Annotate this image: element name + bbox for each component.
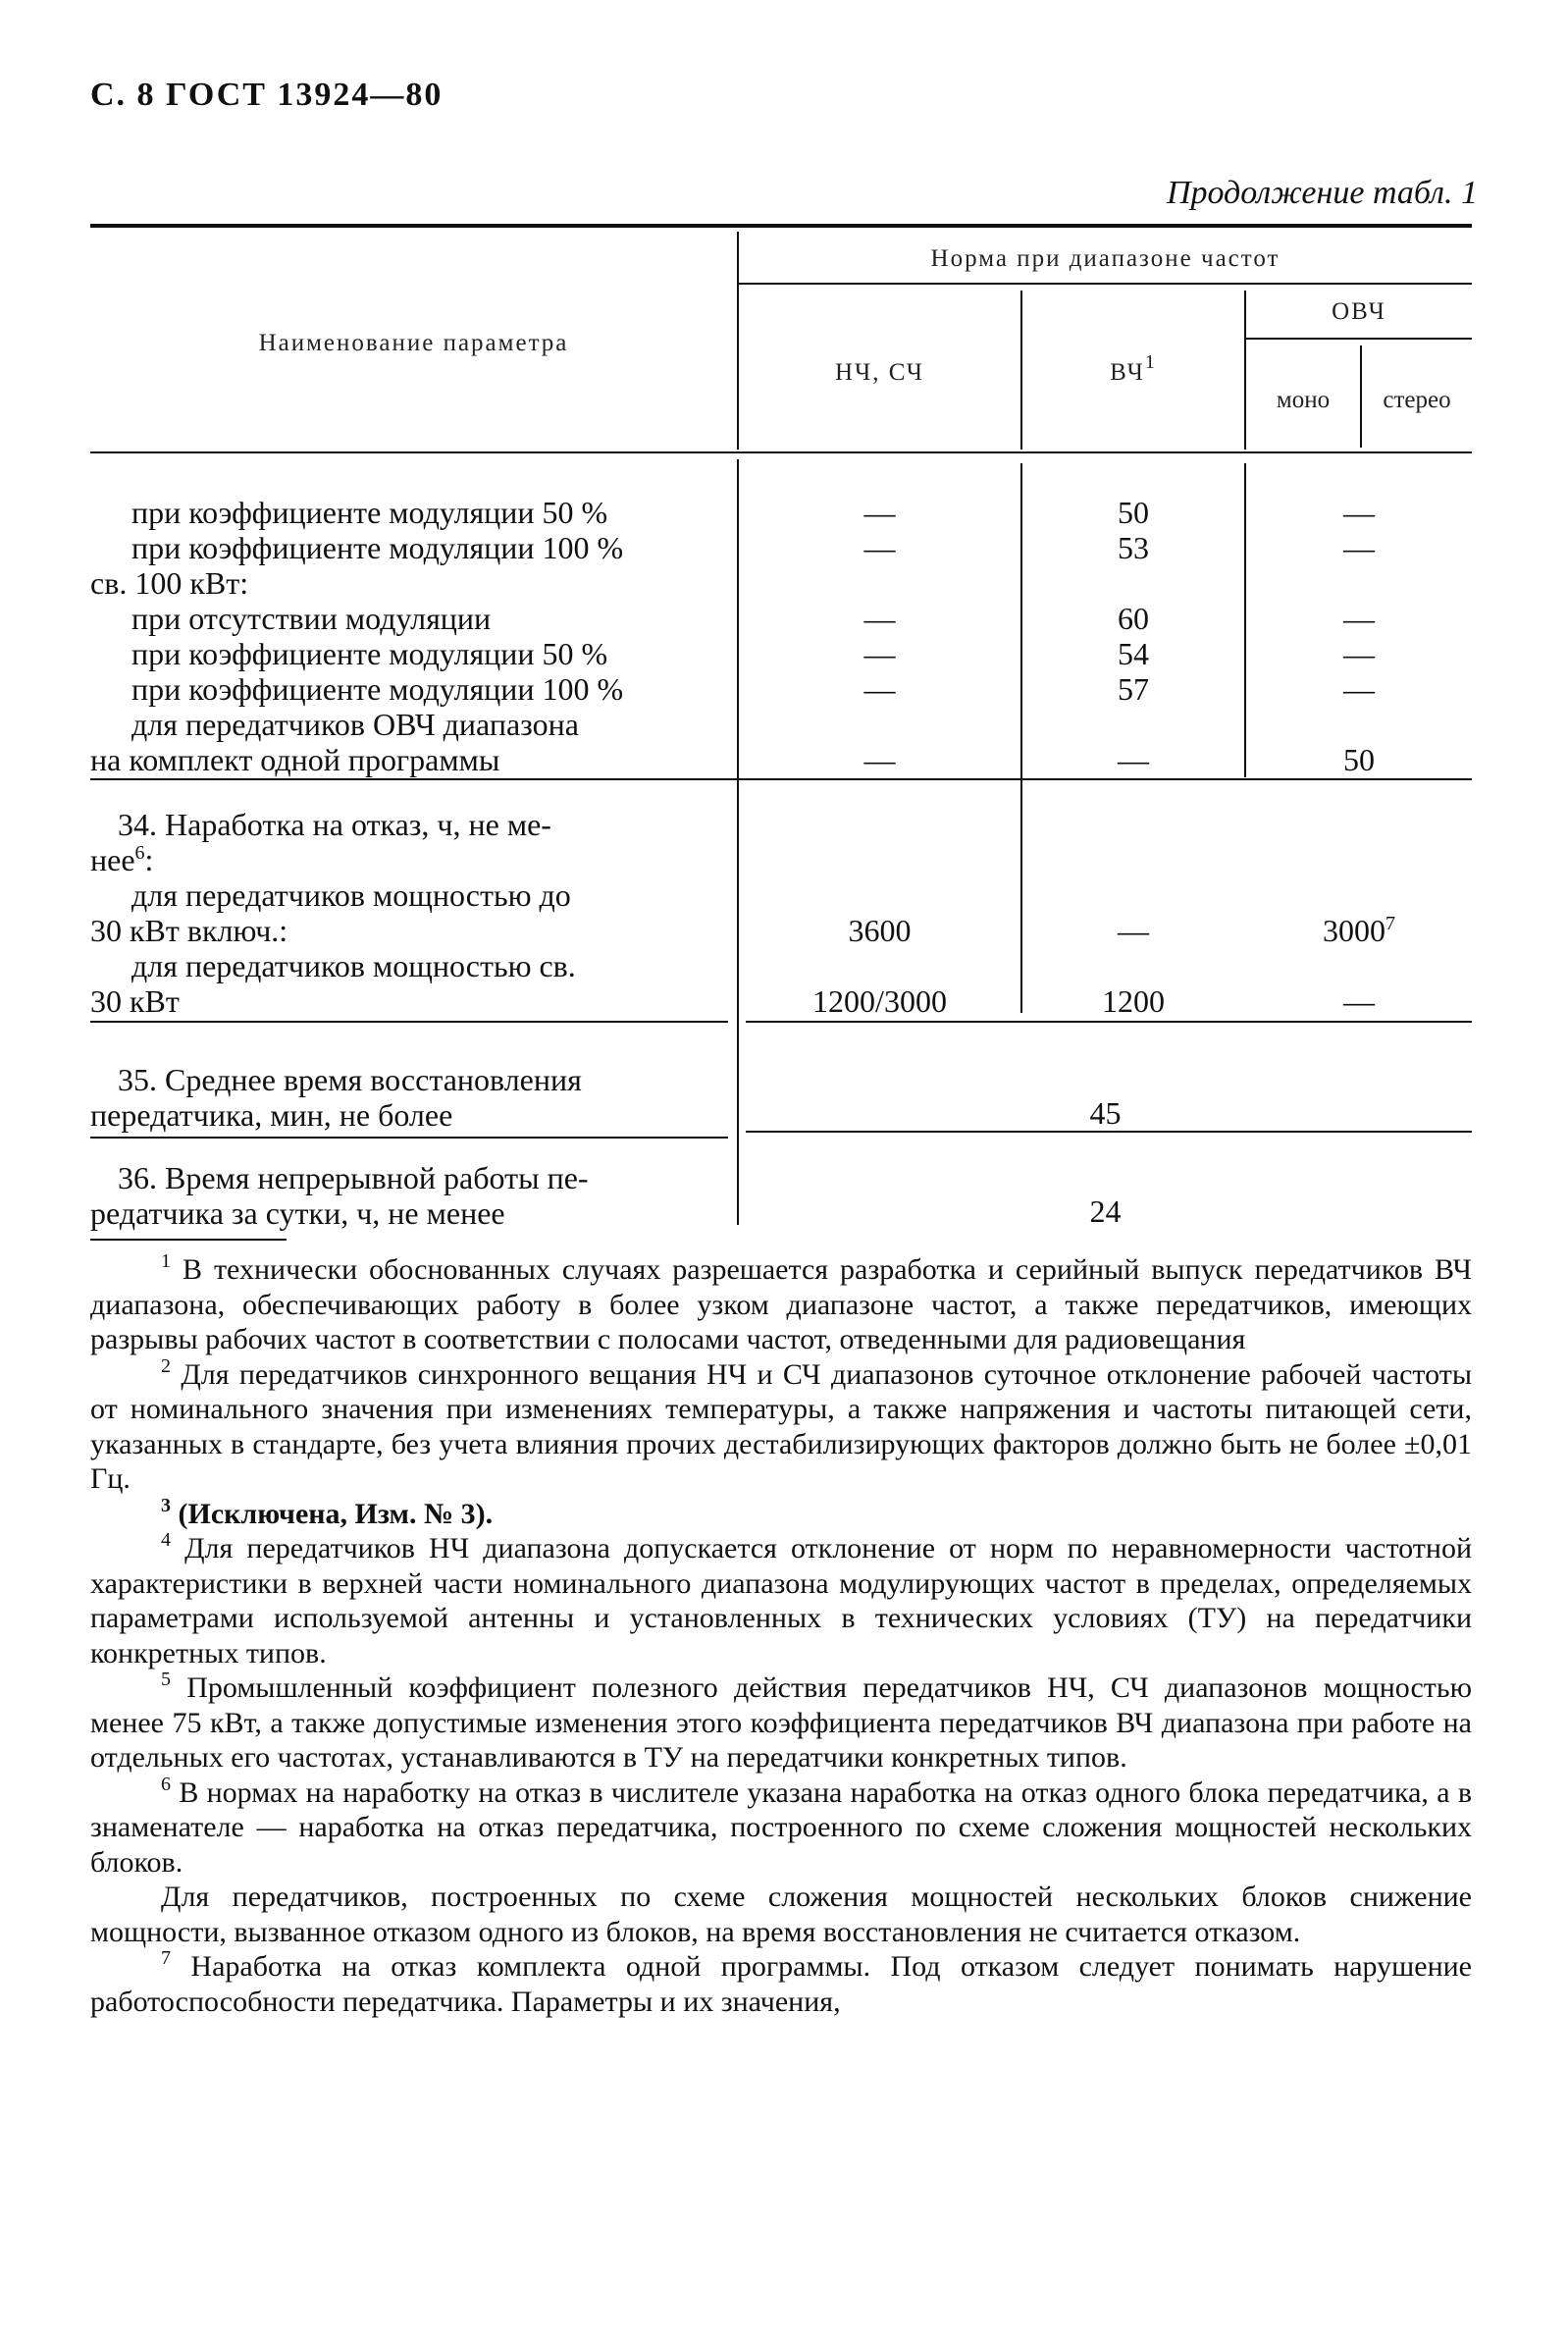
row-divider: [90, 778, 1472, 780]
row-label: при отсутствии модуляции: [131, 601, 492, 636]
item-36-title-cont: редатчика за сутки, ч, не менее: [90, 1195, 505, 1231]
cell-lf: —: [863, 530, 896, 565]
item-34-sub1: для передатчиков мощностью до: [131, 877, 571, 913]
table-bottom-rule: [90, 1239, 287, 1241]
footnote: [90, 1949, 1472, 2019]
column-header-mono: моно: [1276, 387, 1331, 413]
cell-hf: 50: [1118, 495, 1149, 530]
column-header-stereo: стерео: [1383, 387, 1451, 413]
cell-vhf: [1246, 913, 1472, 948]
footnote-mark: 1: [161, 1250, 171, 1272]
cell-hf: 1200: [1102, 983, 1165, 1019]
column-header-parameter: Наименование параметра: [258, 330, 569, 356]
footnote: [90, 1354, 1472, 1497]
item-34-title: 34. Наработка на отказ, ч, не ме-: [118, 807, 551, 842]
row-label: при коэффициенте модуляции 50 %: [131, 495, 608, 530]
row-label: при коэффициенте модуляции 50 %: [131, 636, 608, 671]
cell-lf: —: [863, 495, 896, 530]
footnote-mark: 6: [134, 842, 145, 864]
table-continuation-caption: Продолжение табл. 1: [1166, 175, 1478, 211]
footnote-mark: 4: [161, 1529, 171, 1551]
hf-label: ВЧ: [1110, 359, 1145, 386]
footnote-text: Промышленный коэффициент полезного действия передатчиков НЧ, СЧ диапазонов мощностью менее 75 кВт, а также допустимые изменения этого коэффициента передатчиков ВЧ диапазона при работе на отдельных его частотах, устанавливаются в ТУ на передатчики конкретных типов.: [90, 1671, 1473, 1774]
page-header: С. 8 ГОСТ 13924—80: [90, 77, 444, 113]
item-34-sub1-cont: 30 кВт включ.:: [90, 913, 288, 948]
cell-lf: —: [863, 601, 896, 636]
cell-vhf: —: [1343, 495, 1375, 530]
row-divider: [746, 1131, 1472, 1133]
footnotes: [90, 1252, 1472, 2019]
cell-lf: 3600: [848, 913, 912, 948]
row-divider: [90, 1021, 728, 1023]
item-36-value: 24: [1089, 1193, 1122, 1229]
cell-hf: 57: [1118, 671, 1149, 707]
column-header-hf: [1022, 351, 1244, 391]
cell-hf: —: [1118, 742, 1149, 777]
footnote-text: В нормах на наработку на отказ в числителе указана наработка на отказ одного блока передатчика, а в знаменателе — наработка на отказ передатчика, построенного по схеме сложения мощностей нескольких блоков.: [90, 1776, 1473, 1879]
row-label: при коэффициенте модуляции 100 %: [131, 671, 624, 707]
item-34-colon: :: [144, 842, 154, 877]
footnote-mark: 2: [161, 1354, 171, 1377]
footnote-mark: 6: [161, 1773, 171, 1795]
footnote-text: (Исключена, Изм. № 3).: [178, 1497, 494, 1530]
cell-vhf: —: [1343, 636, 1375, 671]
row-divider: [90, 1137, 728, 1139]
row-label: св. 100 кВт:: [90, 565, 249, 601]
item-34-title-cont: [90, 842, 153, 877]
footnote-mark: 7: [161, 1947, 171, 1969]
item-35-value: 45: [1089, 1095, 1122, 1131]
table-top-rule: [90, 224, 1472, 228]
footnote: [90, 1670, 1472, 1776]
item-34-sub2: для передатчиков мощностью св.: [131, 948, 576, 983]
header-divider: [739, 283, 1472, 285]
item-34-word: нее: [90, 842, 135, 877]
cell-lf: —: [863, 742, 896, 777]
header-bottom-rule: [90, 451, 1472, 453]
row-label: при коэффициенте модуляции 100 %: [131, 530, 624, 565]
footnote-text: В технически обоснованных случаях разрешается разработка и серийный выпуск передатчиков ВЧ диапазона, обеспечивающих работу в более узком диапазоне частот, а также передатчиков, имеющих разрывы рабочих частот в соответствии с полосами частот, отведенными для радиовещания: [90, 1253, 1473, 1355]
cell-vhf: —: [1343, 601, 1375, 636]
cell-hf: —: [1118, 913, 1149, 948]
cell-hf: 53: [1118, 530, 1149, 565]
item-36-title: 36. Время непрерывной работы пе-: [118, 1160, 589, 1195]
hf-footnote-mark: 1: [1144, 351, 1157, 373]
cell-lf: —: [863, 671, 896, 707]
cell-vhf: —: [1343, 530, 1375, 565]
row-label: на комплект одной программы: [90, 742, 500, 777]
header-divider: [1246, 338, 1472, 340]
vhf-value: 3000: [1323, 913, 1385, 948]
footnote: [90, 1494, 1472, 1532]
footnote-text: Наработка на отказ комплекта одной программы. Под отказом следует понимать нарушение работоспособности передатчика. Параметры и их значения,: [90, 1950, 1473, 2018]
cell-vhf: —: [1343, 671, 1375, 707]
footnote: [90, 1773, 1473, 1881]
cell-vhf: —: [1343, 983, 1375, 1019]
item-35-title-cont: передатчика, мин, не более: [90, 1097, 453, 1133]
footnote-text: Для передатчиков синхронного вещания НЧ и СЧ диапазонов суточное отклонение рабочей частоты от номинального значения при изменениях температуры, а также напряжения и частоты питающей сети, указанных в стандарте, без учета влияния прочих дестабилизирующих факторов должно быть не более ±0,01 Гц.: [90, 1357, 1472, 1495]
footnote-mark: 7: [1385, 913, 1395, 934]
footnote: [90, 1252, 1472, 1357]
item-34-sub2-cont: 30 кВт: [90, 983, 180, 1019]
column-header-vhf: ОВЧ: [1332, 298, 1386, 325]
footnote-text: Для передатчиков НЧ диапазона допускается отклонение от норм по неравномерности частотной характеристики в верхней части номинального диапазона модулирующих частот в пределах, определяемых параметрами используемой антенны и установленных в технических условиях (ТУ) на передатчики конкретных типов.: [90, 1532, 1473, 1670]
column-header-group: Норма при диапазоне частот: [930, 245, 1281, 272]
cell-hf: 54: [1118, 636, 1149, 671]
item-35-title: 35. Среднее время восстановления: [118, 1062, 582, 1097]
cell-lf: —: [863, 636, 896, 671]
column-header-lf-mf: НЧ, СЧ: [834, 359, 925, 386]
cell-vhf: 50: [1343, 742, 1375, 777]
footnote: [90, 1531, 1472, 1670]
cell-hf: 60: [1118, 601, 1149, 636]
cell-lf: 1200/3000: [812, 983, 947, 1019]
footnote-text: Для передатчиков, построенных по схеме сложения мощностей нескольких блоков снижение мощности, вызванное отказом одного из блоков, на время восстановления не считается отказом.: [90, 1881, 1472, 1948]
footnote-mark: 3: [161, 1494, 171, 1516]
footnote-mark: 5: [161, 1669, 171, 1690]
row-label: для передатчиков ОВЧ диапазона: [131, 707, 579, 742]
footnote-paragraph: [90, 1880, 1472, 1949]
row-divider: [746, 1021, 1472, 1023]
